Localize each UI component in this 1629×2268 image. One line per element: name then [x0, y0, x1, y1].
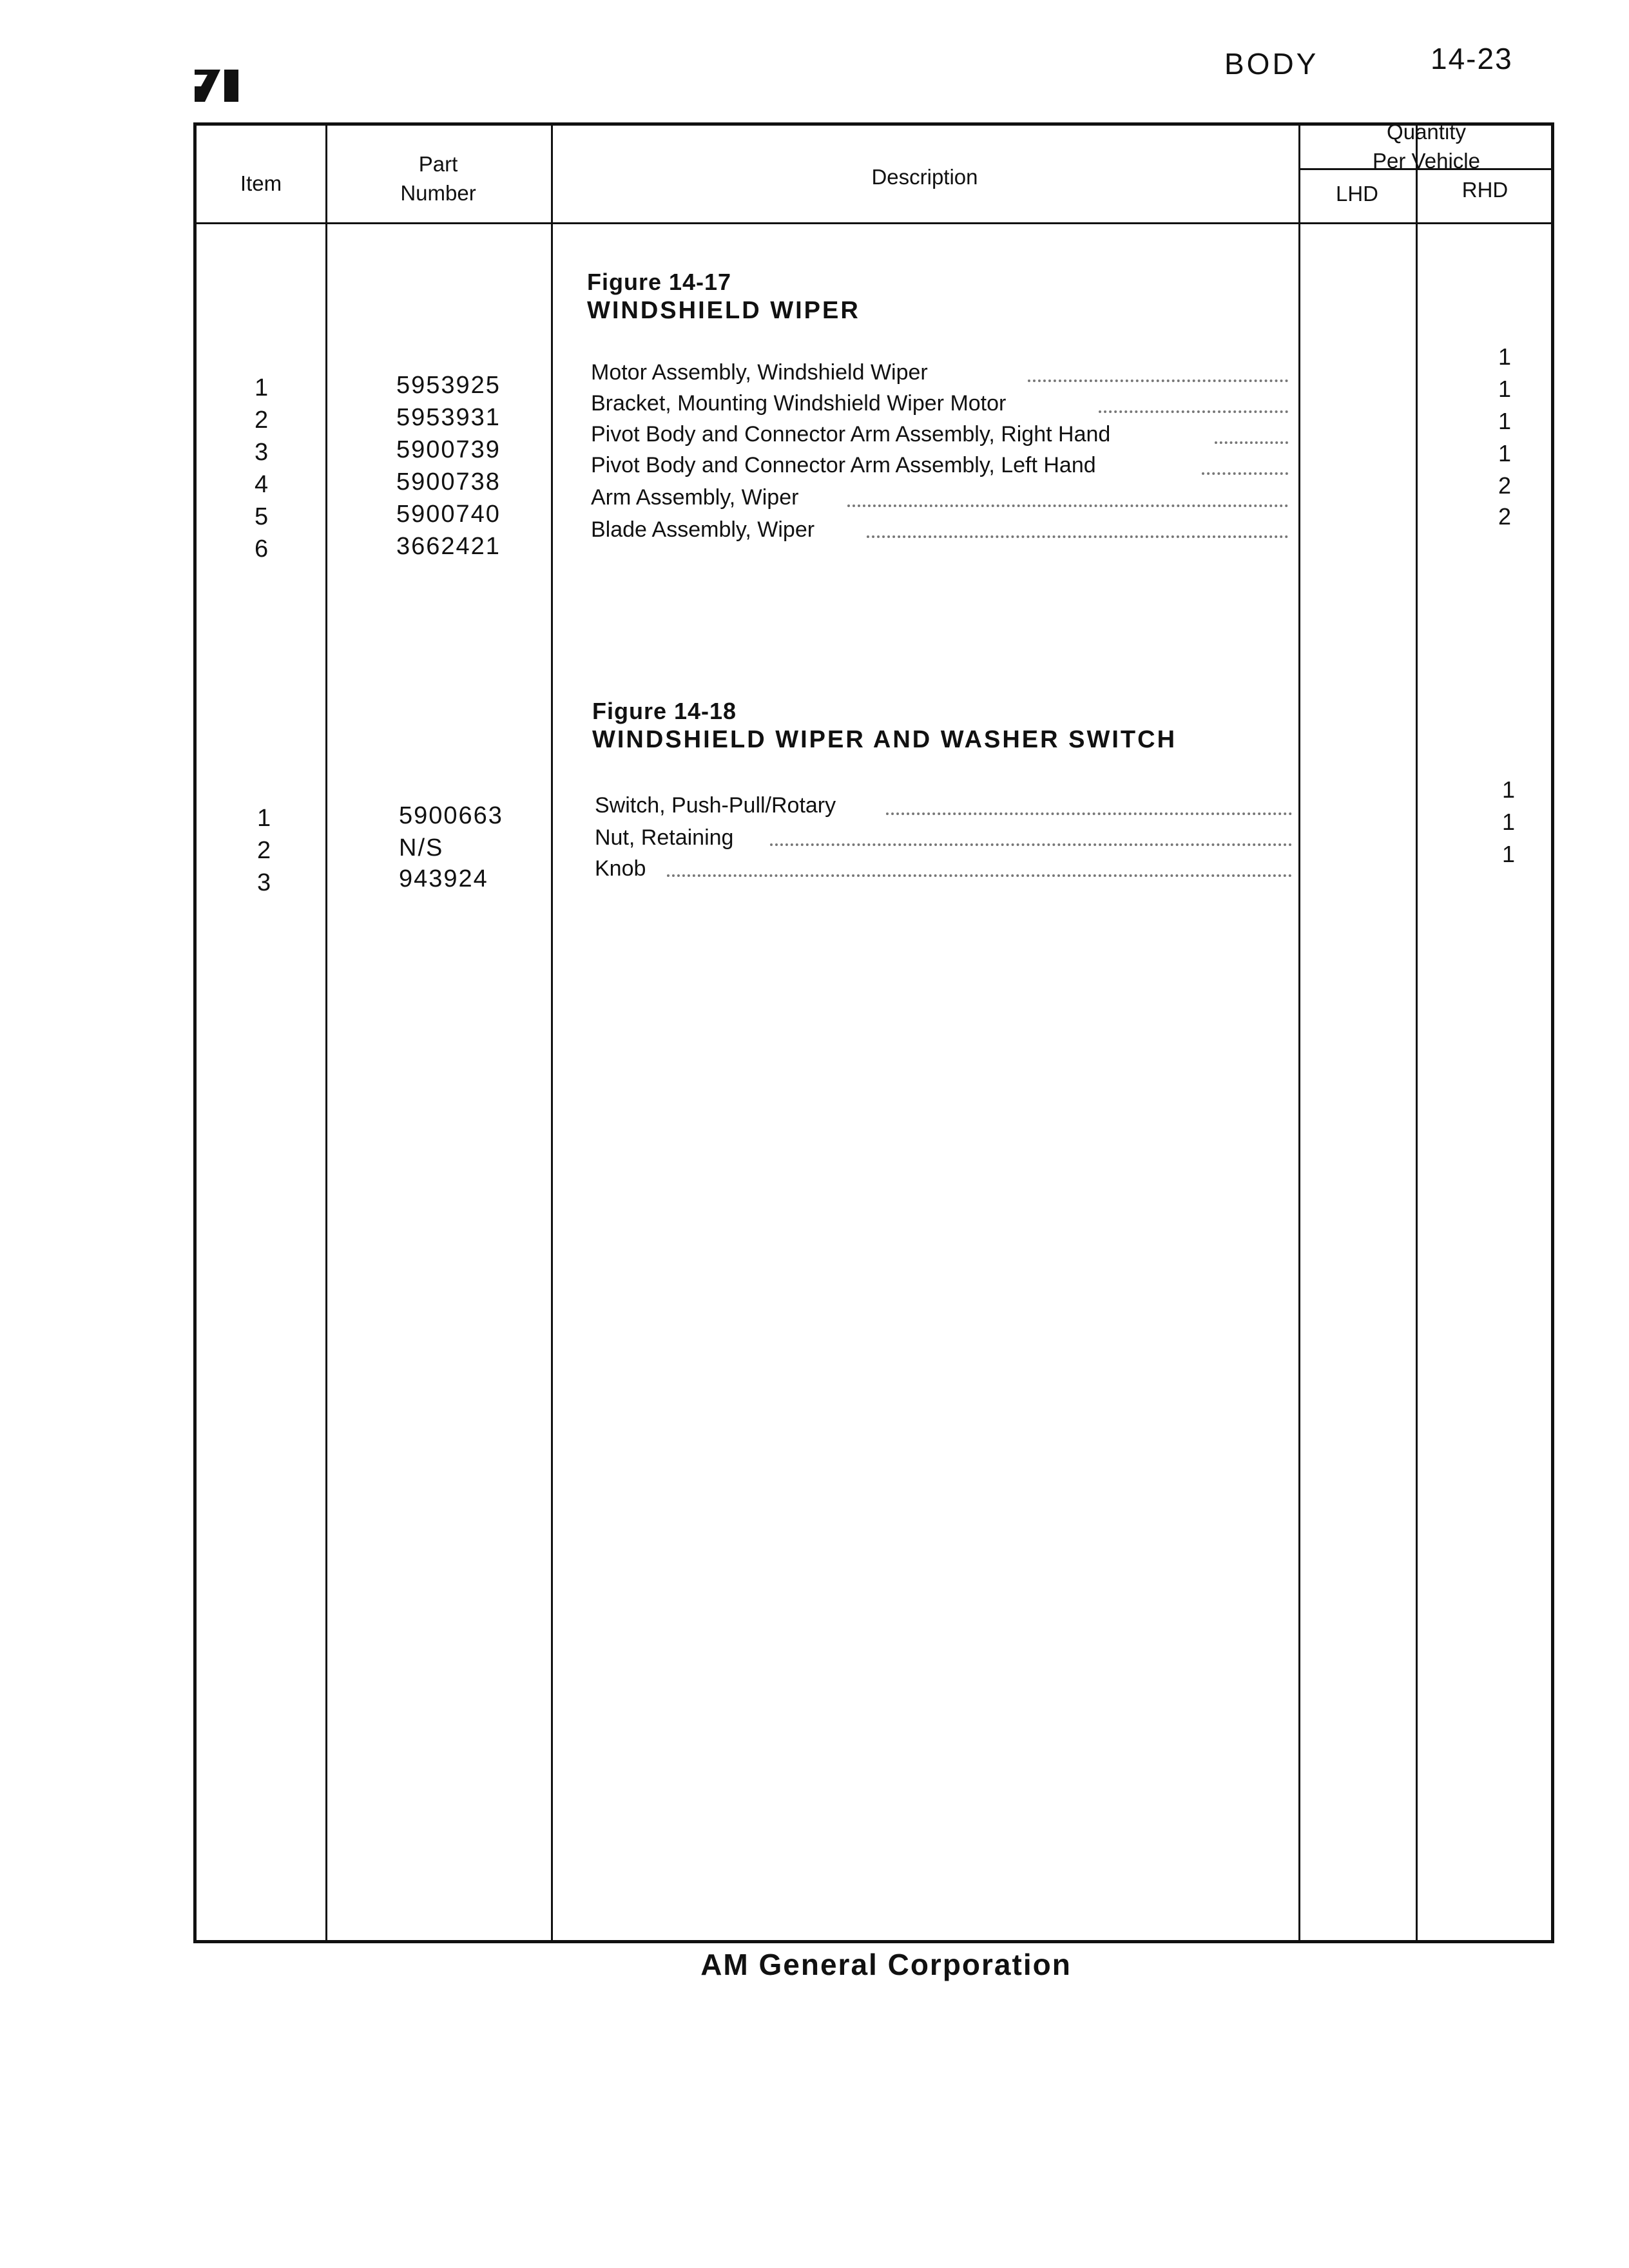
leader-dots	[1099, 410, 1288, 413]
col-divider	[551, 126, 553, 1940]
item-number: 5	[255, 503, 270, 530]
description: Motor Assembly, Windshield Wiper	[591, 360, 928, 385]
qty-rhd: 1	[1498, 440, 1512, 466]
qty-rhd: 2	[1498, 503, 1512, 530]
leader-dots	[667, 874, 1292, 877]
section-title: BODY	[1224, 47, 1319, 81]
description: Knob	[595, 856, 646, 881]
part-number: 5953925	[396, 372, 501, 399]
col-divider	[1298, 126, 1300, 1940]
item-number: 2	[257, 837, 273, 864]
col-divider	[325, 126, 327, 1940]
qty-rhd: 1	[1498, 343, 1512, 370]
leader-dots	[886, 812, 1292, 815]
part-number: N/S	[399, 834, 444, 861]
header-divider	[197, 222, 1551, 224]
page-number: 14-23	[1431, 42, 1513, 75]
leader-dots	[1215, 441, 1288, 444]
figure-label: Figure 14-17	[587, 269, 732, 295]
part-number: 5900738	[396, 468, 501, 495]
qty-rhd: 2	[1498, 472, 1512, 499]
part-number: 3662421	[396, 533, 501, 560]
item-number: 1	[257, 805, 273, 832]
part-number: 5900663	[399, 802, 503, 829]
qty-rhd: 1	[1502, 776, 1516, 803]
description: Bracket, Mounting Windshield Wiper Motor	[591, 391, 1007, 416]
col-header-lhd: LHD	[1335, 182, 1379, 206]
qty-rhd: 1	[1502, 841, 1516, 867]
item-number: 4	[255, 471, 270, 498]
qty-rhd: 1	[1502, 809, 1516, 835]
figure-label: Figure 14-18	[592, 698, 737, 724]
part-number: 943924	[399, 865, 488, 892]
col-header-desc: Description	[871, 165, 978, 189]
qty-rhd: 1	[1498, 376, 1512, 402]
description: Pivot Body and Connector Arm Assembly, Left Hand	[591, 453, 1096, 477]
description: Arm Assembly, Wiper	[591, 485, 799, 510]
description: Blade Assembly, Wiper	[591, 517, 815, 542]
item-number: 3	[255, 439, 270, 466]
footer-company: AM General Corporation	[700, 1948, 1072, 1981]
leader-dots	[1028, 380, 1288, 382]
parts-table	[193, 122, 1554, 1943]
col-header-item: Item	[240, 171, 282, 195]
qty-rhd: 1	[1498, 408, 1512, 434]
item-number: 6	[255, 535, 270, 562]
leader-dots	[847, 505, 1288, 507]
col-header-part: Part Number	[400, 152, 476, 205]
description: Pivot Body and Connector Arm Assembly, Right Hand	[591, 422, 1111, 447]
leader-dots	[1202, 472, 1288, 475]
item-number: 3	[257, 869, 273, 896]
part-number: 5953931	[396, 404, 501, 431]
leader-dots	[770, 843, 1292, 846]
figure-title: WINDSHIELD WIPER	[587, 297, 860, 324]
figure-title: WINDSHIELD WIPER AND WASHER SWITCH	[592, 726, 1177, 753]
description: Switch, Push-Pull/Rotary	[595, 793, 836, 818]
col-divider	[1416, 126, 1418, 1940]
item-number: 1	[255, 374, 270, 401]
part-number: 5900740	[396, 501, 501, 528]
leader-dots	[867, 535, 1288, 538]
part-number: 5900739	[396, 436, 501, 463]
col-header-qty: Quantity Per Vehicle	[1373, 120, 1480, 173]
col-header-rhd: RHD	[1461, 178, 1509, 202]
item-number: 2	[255, 407, 270, 434]
description: Nut, Retaining	[595, 825, 734, 850]
logo-icon	[195, 70, 241, 102]
